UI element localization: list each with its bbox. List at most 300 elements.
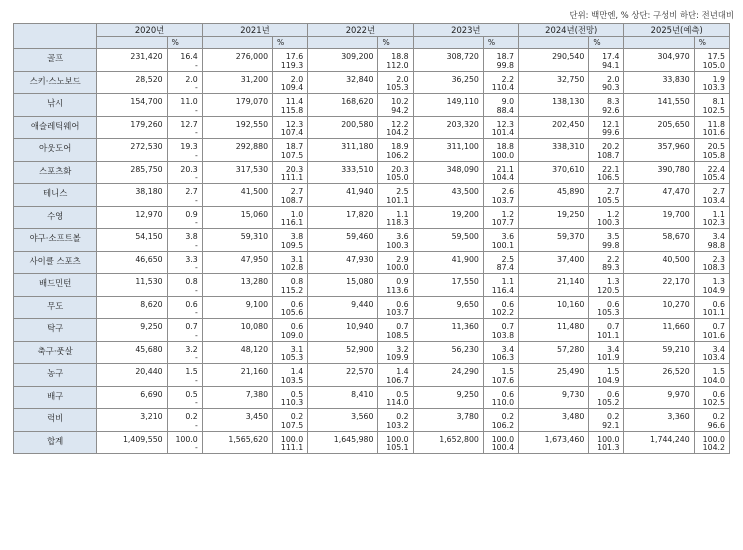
yoy-change: 110.3 [280,398,304,407]
share-change-cell [167,386,202,409]
value-cell: 19,200 [413,206,483,229]
share-pct: 0.9 [185,209,198,219]
share-change-cell [589,431,624,454]
share-pct: 10.2 [391,97,409,106]
value-cell: 154,700 [97,94,167,117]
share-change-cell [483,296,518,319]
share-pct: 0.6 [501,389,515,399]
category-label: 애슬레틱웨어 [14,116,97,139]
share-change-cell [378,319,413,342]
value-cell: 1,652,800 [413,431,483,454]
share-change-cell [589,184,624,207]
value-cell: 338,310 [519,139,589,162]
yoy-change: 113.6 [386,285,409,295]
share-pct: 22.4 [707,164,725,174]
share-change-cell [167,116,202,139]
value-cell: 3,780 [413,409,483,432]
share-pct: 12.3 [496,119,515,129]
share-pct: 0.7 [185,322,198,331]
yoy-change: 119.3 [280,60,304,70]
value-cell: 36,250 [413,71,483,94]
value-cell: 28,520 [97,71,167,94]
value-cell: 31,200 [202,71,272,94]
yoy-change: 105.8 [702,150,725,160]
share-pct: 0.6 [185,299,198,309]
share-change-cell [378,341,413,364]
value-cell: 41,940 [308,184,378,207]
share-pct: 3.1 [290,344,304,354]
value-cell: 308,720 [413,49,483,72]
yoy-change: 107.5 [280,150,304,160]
total-row [14,431,730,454]
share-change-cell [483,341,518,364]
value-cell: 48,120 [202,341,272,364]
yoy-change: 116.1 [280,218,304,227]
value-cell: 13,280 [202,274,272,297]
value-cell: 3,480 [519,409,589,432]
share-change-cell [589,161,624,184]
value-subheader [97,37,167,49]
share-change-cell [378,364,413,387]
category-label: 수영 [14,206,97,229]
yoy-change: 114.0 [386,398,409,407]
table-row [14,251,730,274]
share-change-cell [694,251,729,274]
yoy-change: - [194,60,198,70]
share-pct: 1.2 [607,209,620,219]
share-change-cell [694,71,729,94]
value-cell: 21,160 [202,364,272,387]
share-change-cell [378,386,413,409]
yoy-change: 100.1 [491,240,515,250]
share-pct: 2.7 [712,187,725,196]
share-change-cell [378,409,413,432]
share-pct: 11.8 [707,119,725,129]
share-pct: 0.7 [607,322,620,331]
yoy-change: - [194,285,198,295]
share-change-cell [694,161,729,184]
share-change-cell [273,296,308,319]
value-cell: 19,250 [519,206,589,229]
yoy-change: - [194,150,198,160]
category-label: 사이클 스포츠 [14,251,97,274]
share-pct: 2.5 [396,187,409,196]
share-change-cell [167,139,202,162]
value-cell: 285,750 [97,161,167,184]
value-cell: 57,280 [519,341,589,364]
value-cell: 333,510 [308,161,378,184]
share-pct: 1.4 [290,367,304,376]
yoy-change: 106.3 [491,353,515,362]
yoy-change: 103.3 [702,83,725,92]
share-change-cell [167,161,202,184]
share-pct: 1.9 [712,74,725,84]
value-cell: 32,840 [308,71,378,94]
share-change-cell [589,94,624,117]
share-change-cell [167,71,202,94]
yoy-change: - [194,308,198,317]
share-change-cell [483,319,518,342]
share-pct: 22.1 [602,164,620,174]
share-change-cell [589,319,624,342]
share-pct: 3.4 [607,344,620,354]
value-cell: 317,530 [202,161,272,184]
share-pct: 18.8 [391,52,409,61]
share-change-cell [483,71,518,94]
value-cell: 9,440 [308,296,378,319]
yoy-change: 106.2 [386,150,409,160]
table-row [14,409,730,432]
share-pct: 0.7 [712,322,725,331]
yoy-change: 105.1 [386,443,409,452]
share-change-cell [167,251,202,274]
share-change-cell [378,116,413,139]
yoy-change: 102.5 [702,398,725,407]
share-change-cell [167,296,202,319]
table-row [14,139,730,162]
share-pct: 100.0 [386,434,409,444]
share-change-cell [273,206,308,229]
value-cell: 47,950 [202,251,272,274]
value-cell: 290,540 [519,49,589,72]
yoy-change: 103.8 [491,330,515,340]
value-cell: 10,940 [308,319,378,342]
share-pct: 0.5 [396,389,409,399]
yoy-change: 105.3 [386,83,409,92]
share-pct: 0.2 [290,412,304,421]
share-change-cell [483,116,518,139]
value-cell: 3,210 [97,409,167,432]
share-pct: 18.7 [496,52,515,61]
category-label: 스포츠화 [14,161,97,184]
share-pct: 17.4 [602,52,620,61]
value-cell: 9,730 [519,386,589,409]
yoy-change: 100.0 [386,263,409,272]
yoy-change: 108.7 [597,150,620,160]
pct-subheader: % [483,37,518,49]
yoy-change: 99.8 [496,60,515,70]
yoy-change: 115.8 [280,105,304,115]
value-cell: 9,970 [624,386,694,409]
yoy-change: 104.2 [702,443,725,452]
share-change-cell [167,184,202,207]
share-change-cell [694,319,729,342]
value-cell: 47,470 [624,184,694,207]
share-change-cell [378,296,413,319]
table-row [14,341,730,364]
yoy-change: 102.2 [491,308,515,317]
share-pct: 18.7 [285,142,304,151]
yoy-change: - [194,173,198,182]
share-pct: 8.1 [712,97,725,106]
table-row [14,386,730,409]
share-change-cell [694,206,729,229]
category-label: 무도 [14,296,97,319]
value-cell: 22,170 [624,274,694,297]
value-cell: 149,110 [413,94,483,117]
share-pct: 3.8 [185,232,198,241]
unit-note: 단위: 백만엔, % 상단: 구성비 하단: 전년대비 [569,10,734,20]
value-cell: 3,560 [308,409,378,432]
yoy-change: - [194,420,198,430]
value-subheader [413,37,483,49]
yoy-change: - [194,375,198,385]
yoy-change: 102.3 [702,218,725,227]
share-change-cell [694,341,729,364]
share-pct: 100.0 [280,434,304,444]
share-change-cell [273,409,308,432]
category-label: 스키·스노보드 [14,71,97,94]
yoy-change: 101.9 [597,353,620,362]
yoy-change: 94.1 [602,60,620,70]
value-cell: 8,410 [308,386,378,409]
yoy-change: 107.4 [280,128,304,137]
value-cell: 390,780 [624,161,694,184]
share-change-cell [483,251,518,274]
value-cell: 311,180 [308,139,378,162]
sports-market-table [13,23,730,454]
share-change-cell [273,49,308,72]
yoy-change: 107.6 [491,375,515,385]
share-pct: 12.3 [285,119,304,129]
share-pct: 12.1 [602,119,620,129]
share-pct: 18.9 [391,142,409,151]
yoy-change: 107.5 [280,420,304,430]
share-pct: 3.4 [712,344,725,354]
value-cell: 202,450 [519,116,589,139]
share-pct: 21.1 [496,164,515,174]
share-change-cell [273,274,308,297]
share-pct: 2.3 [712,254,725,264]
yoy-change: 105.5 [597,195,620,205]
share-pct: 3.3 [185,254,198,264]
yoy-change: 100.3 [597,218,620,227]
table-row [14,116,730,139]
share-pct: 0.8 [290,277,304,286]
value-cell: 26,520 [624,364,694,387]
share-change-cell [167,409,202,432]
yoy-change: 101.6 [702,128,725,137]
share-change-cell [483,274,518,297]
corner-cell [14,24,97,49]
share-pct: 0.5 [185,389,198,399]
yoy-change: - [194,353,198,362]
category-label: 축구·풋살 [14,341,97,364]
pct-subheader: % [273,37,308,49]
value-cell: 58,670 [624,229,694,252]
share-change-cell [589,206,624,229]
share-change-cell [589,364,624,387]
share-pct: 2.5 [501,254,515,264]
yoy-change: 103.5 [280,375,304,385]
share-change-cell [483,184,518,207]
yoy-change: - [194,128,198,137]
share-change-cell [694,94,729,117]
share-pct: 0.6 [290,322,304,331]
value-cell: 45,890 [519,184,589,207]
value-cell: 203,320 [413,116,483,139]
share-change-cell [273,386,308,409]
share-change-cell [694,139,729,162]
share-pct: 20.3 [180,164,198,174]
share-pct: 3.5 [607,232,620,241]
table-row [14,71,730,94]
value-cell: 37,400 [519,251,589,274]
yoy-change: 106.5 [597,173,620,182]
year-header: 2025년(예측) [624,24,730,37]
category-label: 골프 [14,49,97,72]
category-label: 아웃도어 [14,139,97,162]
yoy-change: - [194,240,198,250]
share-change-cell [378,274,413,297]
share-change-cell [589,49,624,72]
share-pct: 0.6 [712,299,725,309]
share-change-cell [273,94,308,117]
share-pct: 0.5 [290,389,304,399]
value-cell: 10,270 [624,296,694,319]
value-cell: 15,060 [202,206,272,229]
share-pct: 19.3 [180,142,198,151]
share-pct: 2.2 [501,74,515,84]
share-change-cell [589,386,624,409]
share-pct: 1.5 [185,367,198,376]
value-cell: 192,550 [202,116,272,139]
share-change-cell [378,251,413,274]
share-pct: 16.4 [180,52,198,61]
value-cell: 40,500 [624,251,694,274]
value-cell: 59,500 [413,229,483,252]
year-header-row [14,24,730,37]
yoy-change: 116.4 [491,285,515,295]
share-change-cell [694,431,729,454]
share-pct: 11.0 [180,97,198,106]
share-pct: 2.7 [290,187,304,196]
pct-subheader: % [167,37,202,49]
yoy-change: 101.6 [702,330,725,340]
yoy-change: 103.2 [386,420,409,430]
share-change-cell [589,274,624,297]
share-change-cell [483,139,518,162]
share-change-cell [694,274,729,297]
yoy-change: - [194,330,198,340]
table-row [14,229,730,252]
share-change-cell [589,251,624,274]
share-change-cell [273,161,308,184]
yoy-change: 102.5 [702,105,725,115]
share-change-cell [483,409,518,432]
yoy-change: 120.5 [597,285,620,295]
share-pct: 0.6 [501,299,515,309]
share-pct: 2.7 [607,187,620,196]
share-pct: 20.2 [602,142,620,151]
share-pct: 3.2 [396,344,409,354]
yoy-change: 100.0 [491,150,515,160]
share-change-cell [589,409,624,432]
value-cell: 59,370 [519,229,589,252]
value-cell: 292,880 [202,139,272,162]
value-cell: 15,080 [308,274,378,297]
value-cell: 59,460 [308,229,378,252]
share-change-cell [378,161,413,184]
yoy-change: 101.1 [702,308,725,317]
value-cell: 309,200 [308,49,378,72]
value-cell: 43,500 [413,184,483,207]
share-pct: 17.5 [707,52,725,61]
share-pct: 1.5 [501,367,515,376]
share-change-cell [378,139,413,162]
yoy-change: 105.3 [597,308,620,317]
value-cell: 20,440 [97,364,167,387]
value-cell: 9,650 [413,296,483,319]
share-change-cell [589,341,624,364]
share-pct: 1.1 [712,209,725,219]
value-cell: 141,550 [624,94,694,117]
value-cell: 357,960 [624,139,694,162]
share-pct: 2.7 [185,187,198,196]
value-cell: 304,970 [624,49,694,72]
share-change-cell [589,229,624,252]
share-change-cell [378,229,413,252]
share-change-cell [167,206,202,229]
table-row [14,274,730,297]
share-pct: 2.0 [185,74,198,84]
yoy-change: 106.2 [491,420,515,430]
yoy-change: 101.1 [386,195,409,205]
share-change-cell [378,431,413,454]
table-row [14,161,730,184]
share-change-cell [273,139,308,162]
share-change-cell [483,229,518,252]
table-row [14,94,730,117]
value-cell: 1,565,620 [202,431,272,454]
share-pct: 1.3 [607,277,620,286]
value-cell: 11,660 [624,319,694,342]
yoy-change: 103.4 [702,353,725,362]
share-change-cell [589,116,624,139]
share-change-cell [589,139,624,162]
share-pct: 1.1 [501,277,515,286]
value-cell: 46,650 [97,251,167,274]
yoy-change: 110.0 [491,398,515,407]
table-row [14,49,730,72]
value-cell: 179,070 [202,94,272,117]
share-pct: 11.4 [285,97,304,106]
table-row [14,319,730,342]
share-pct: 8.3 [607,97,620,106]
share-change-cell [483,161,518,184]
value-cell: 10,160 [519,296,589,319]
share-change-cell [483,94,518,117]
share-change-cell [273,116,308,139]
share-change-cell [694,49,729,72]
share-pct: 2.0 [607,74,620,84]
share-change-cell [378,71,413,94]
table-row [14,296,730,319]
share-pct: 20.3 [285,164,304,174]
yoy-change: 109.9 [386,353,409,362]
share-pct: 0.7 [396,322,409,331]
share-pct: 0.6 [607,389,620,399]
year-header: 2020년 [97,24,202,37]
category-label: 럭비 [14,409,97,432]
value-cell: 6,690 [97,386,167,409]
share-pct: 1.5 [607,367,620,376]
share-pct: 100.0 [597,434,620,444]
share-pct: 3.6 [501,232,515,241]
value-cell: 11,530 [97,274,167,297]
share-pct: 9.0 [501,97,515,106]
yoy-change: 104.4 [491,173,515,182]
